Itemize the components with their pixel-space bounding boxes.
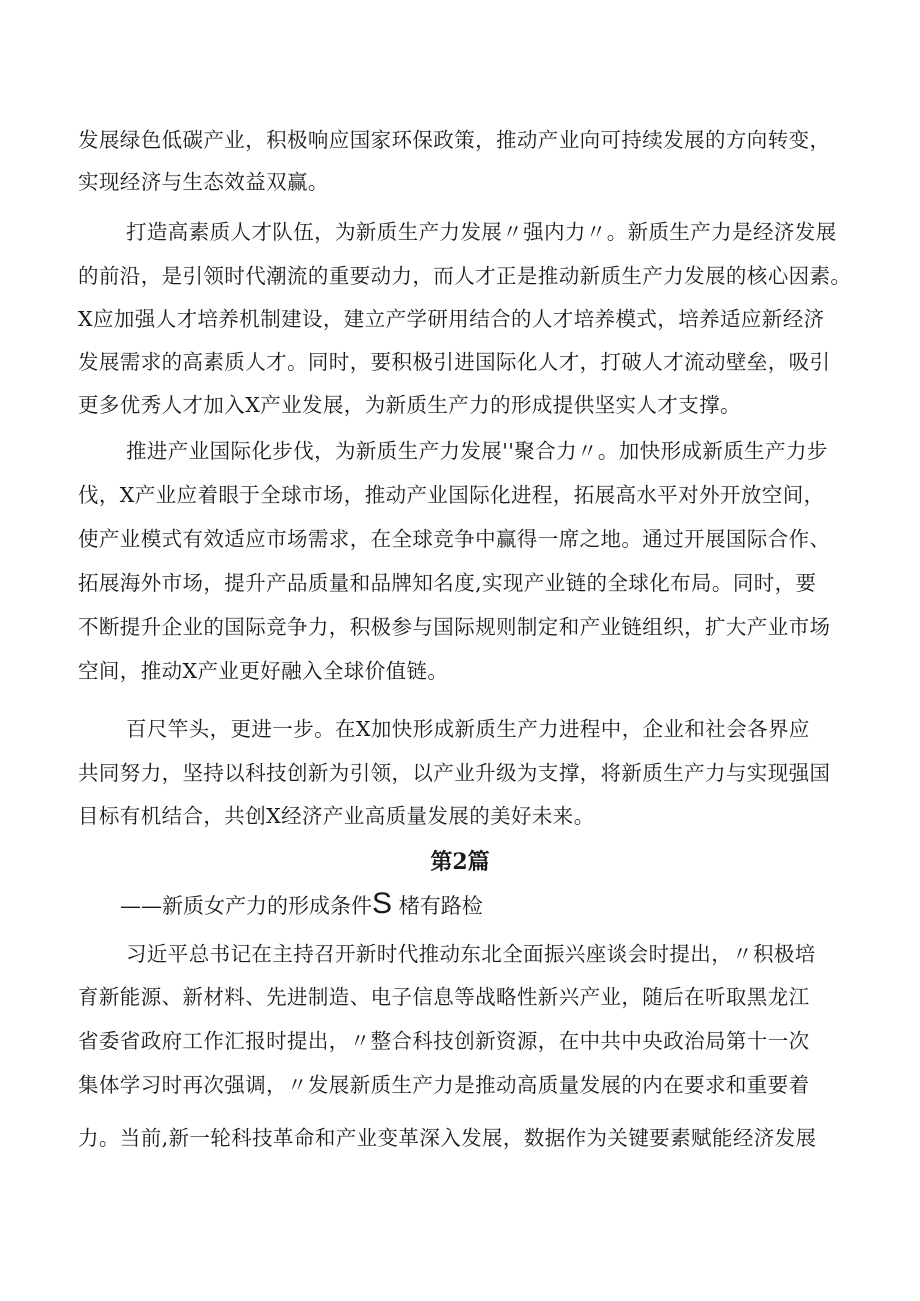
paragraph-line: 目标有机结合，共创X经济产业高质量发展的美好未来。 [78, 804, 595, 828]
paragraph-line: 伐，X产业应着眼于全球市场，推动产业国际化进程，拓展高水平对外开放空间， [78, 483, 825, 507]
subtitle-letter: S [372, 887, 393, 920]
section-subtitle [120, 884, 483, 926]
paragraph-line: 百尺竿头，更进一步。在X加快形成新质生产力进程中，企业和社会各界应 [126, 717, 810, 741]
subtitle-prefix: ——新质女产力的形成条件 [120, 894, 372, 918]
paragraph-line: 力。当前,新一轮科技革命和产业变革深入发展，数据作为关键要素赋能经济发展 [78, 1126, 817, 1150]
paragraph-line: 发展需求的高素质人才。同时，要积极引进国际化人才，打破人才流动壁垒，吸引 [78, 350, 831, 374]
paragraph-line: 拓展海外市场，提升产品质量和品牌知名度,实现产业链的全球化布局。同时，要 [78, 571, 817, 595]
paragraph-line: 育新能源、新材料、先进制造、电子信息等战略性新兴产业，随后在听取黑龙江 [78, 985, 810, 1009]
section-heading: 第2篇 [430, 849, 490, 875]
paragraph-line: 打造高素质人才队伍，为新质生产力发展〃强内力〃。新质生产力是经济发展 [126, 220, 837, 244]
paragraph-line: 集体学习时再次强调，〃发展新质生产力是推动高质量发展的内在要求和重要着 [78, 1073, 810, 1097]
paragraph-line: 不断提升企业的国际竞争力，积极参与国际规则制定和产业链组织，扩大产业市场 [78, 615, 831, 639]
paragraph-line: 习近平总书记在主持召开新时代推动东北全面振兴座谈会时提出，〃积极培 [126, 942, 816, 966]
paragraph-line: X应加强人才培养机制建设，建立产学研用结合的人才培养模式，培养适应新经济 [78, 307, 825, 331]
paragraph-line: 使产业模式有效适应市场需求，在全球竞争中赢得一席之地。通过开展国际合作、 [78, 527, 831, 551]
paragraph-line: 更多优秀人才加入X产业发展，为新质生产力的形成提供坚实人才支撑。 [78, 393, 741, 417]
paragraph-line: 实现经济与生态效益双赢。 [78, 170, 329, 194]
paragraph-line: 共同努力，坚持以科技创新为引领，以产业升级为支撑，将新质生产力与实现强国 [78, 761, 831, 785]
paragraph-line: 发展绿色低碳产业，积极响应国家环保政策，推动产业向可持续发展的方向转变， [78, 128, 831, 152]
paragraph-line: 的前沿，是引领时代潮流的重要动力，而人才正是推动新质生产力发展的核心因素。 [78, 264, 852, 288]
paragraph-line: 推进产业国际化步伐，为新质生产力发展''聚合力〃。加快形成新质生产力步 [126, 439, 828, 463]
subtitle-suffix: 楮有路检 [392, 894, 483, 918]
paragraph-line: 省委省政府工作汇报时提出，〃整合科技创新资源，在中共中央政治局第十一次 [78, 1029, 810, 1053]
paragraph-line: 空间，推动X产业更好融入全球价值链。 [78, 659, 449, 683]
